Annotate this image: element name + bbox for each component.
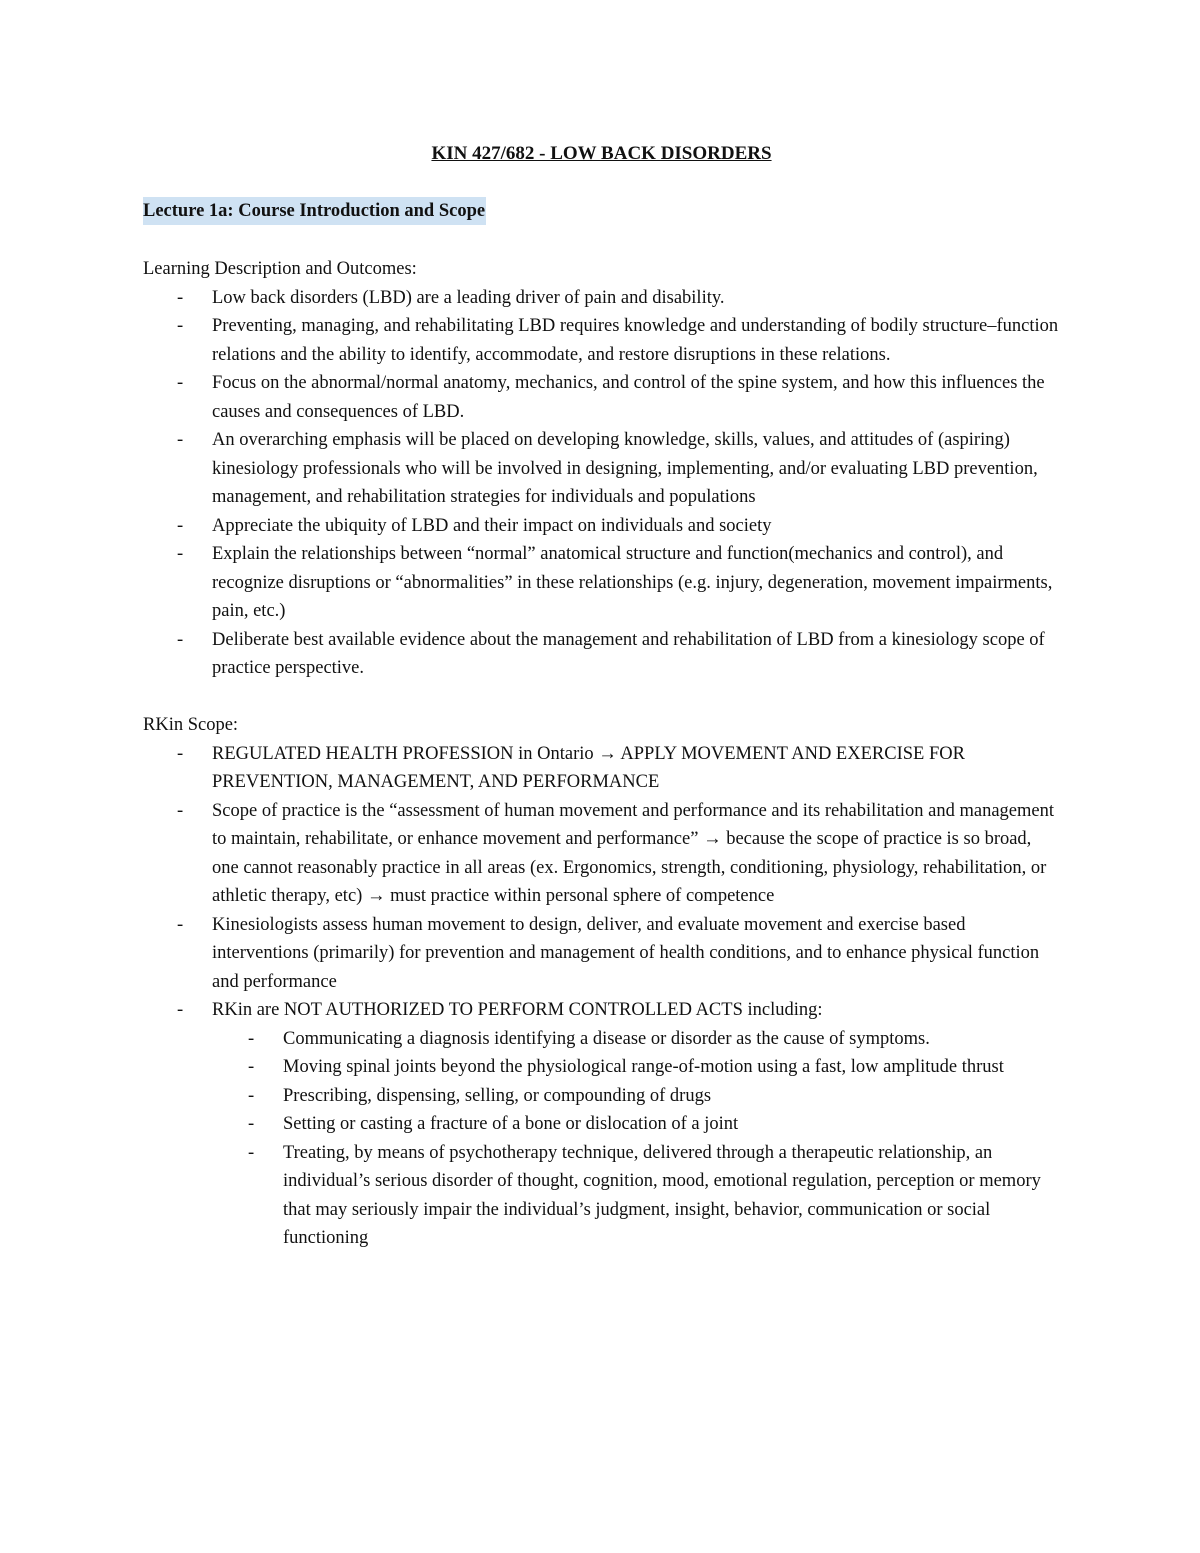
list-item: - Low back disorders (LBD) are a leading driver of pain and disability. [212,284,1060,313]
rkin-scope-list [143,740,1060,1253]
list-item: - Prescribing, dispensing, selling, or compounding of drugs [283,1082,1060,1111]
controlled-acts-list [212,1025,1060,1253]
list-item: - Deliberate best available evidence about the management and rehabilitation of LBD from a kinesiology scope of practice perspective. [212,626,1060,683]
section-spacer [143,683,1060,712]
list-item: - An overarching emphasis will be placed on developing knowledge, skills, values, and attitudes of (aspiring) kinesiology professionals who will be involved in designing, implementing, and/or evaluating LBD prevention, management, and rehabilitation strategies for individuals and populations [212,426,1060,512]
rkin-scope-label: RKin Scope: [143,715,239,735]
list-item: - Appreciate the ubiquity of LBD and their impact on individuals and society [212,512,1060,541]
lecture-heading: Lecture 1a: Course Introduction and Scope [143,197,486,225]
list-item [212,996,1060,1253]
list-item: - Communicating a diagnosis identifying a disease or disorder as the cause of symptoms. [283,1025,1060,1054]
list-item: - Scope of practice is the “assessment of human movement and performance and its rehabilitation and management to maintain, rehabilitate, or enhance movement and performance” → because the scope of practice is so broad, one cannot reasonably practice in all areas (ex. Ergonomics, strength, conditioning, physiology, rehabilitation, or athletic therapy, etc) → must practice within personal sphere of competence [212,797,1060,911]
learning-outcomes-list [143,284,1060,683]
list-item: - Moving spinal joints beyond the physiological range-of-motion using a fast, low amplitude thrust [283,1053,1060,1082]
list-item: - Explain the relationships between “normal” anatomical structure and function(mechanics and control), and recognize disruptions or “abnormalities” in these relationships (e.g. injury, degeneration, movement impairments, pain, etc.) [212,540,1060,626]
lecture-heading-row [143,197,1060,226]
list-item: - Focus on the abnormal/normal anatomy, mechanics, and control of the spine system, and how this influences the causes and consequences of LBD. [212,369,1060,426]
list-item: - Treating, by means of psychotherapy technique, delivered through a therapeutic relationship, an individual’s serious disorder of thought, cognition, mood, emotional regulation, perception or memory that may seriously impair the individual’s judgment, insight, behavior, communication or social functioning [283,1139,1060,1253]
learning-outcomes-label: Learning Description and Outcomes: [143,259,417,279]
list-item: - Setting or casting a fracture of a bone or dislocation of a joint [283,1110,1060,1139]
list-item: - REGULATED HEALTH PROFESSION in Ontario → APPLY MOVEMENT AND EXERCISE FOR PREVENTION, MANAGEMENT, AND PERFORMANCE [212,740,1060,797]
list-item: - Kinesiologists assess human movement to design, deliver, and evaluate movement and exercise based interventions (primarily) for prevention and management of health conditions, and to enhance physical function and performance [212,911,1060,997]
list-item: - Preventing, managing, and rehabilitating LBD requires knowledge and understanding of bodily structure–function relations and the ability to identify, accommodate, and restore disruptions in these relations. [212,312,1060,369]
controlled-acts-intro: RKin are NOT AUTHORIZED TO PERFORM CONTROLLED ACTS including: [212,1000,823,1020]
document-title: KIN 427/682 - LOW BACK DISORDERS [431,143,772,164]
